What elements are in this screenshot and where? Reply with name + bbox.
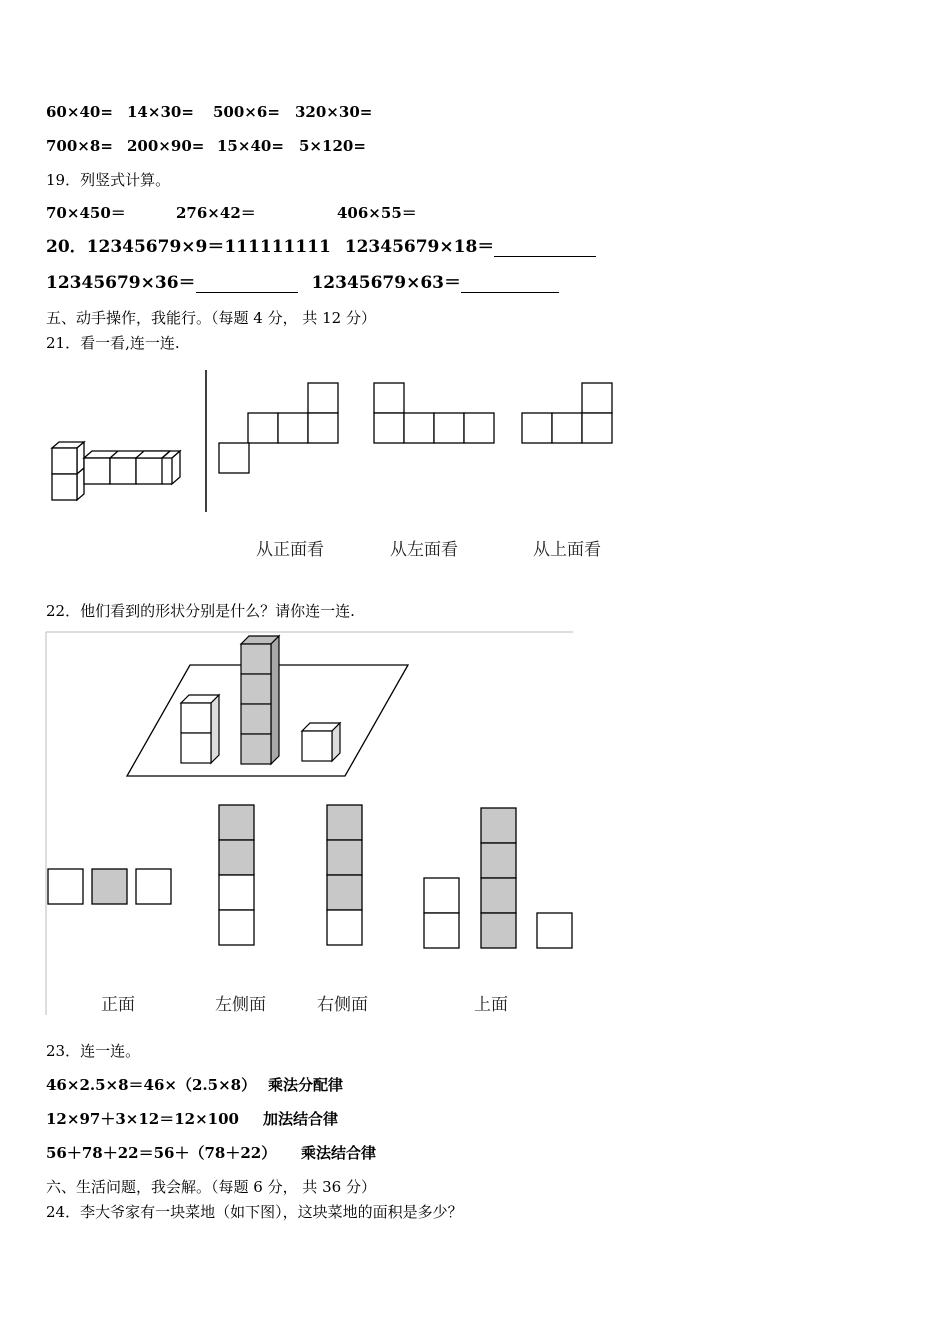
q22-label-top: 上面 <box>474 995 508 1015</box>
view-left-shape <box>374 383 494 443</box>
q19-item: 70×450＝ <box>46 204 126 222</box>
q20-expr: 12345679×63＝ <box>311 273 461 293</box>
option-top-group <box>424 808 572 948</box>
q22-figure <box>0 625 950 1025</box>
q21-label-left: 从左面看 <box>390 540 458 560</box>
q23-law[interactable]: 加法结合律 <box>263 1110 339 1128</box>
q18-item: 320×30= <box>295 103 373 121</box>
q20-line1 <box>46 237 596 257</box>
q19-title: 19．列竖式计算。 <box>46 171 171 189</box>
section-5-title: 五、动手操作，我能行。（每题 4 分， 共 12 分） <box>46 309 376 327</box>
q18-item: 60×40= <box>46 103 113 121</box>
q19-item: 276×42＝ <box>176 204 256 222</box>
q23-law[interactable]: 乘法分配律 <box>268 1076 344 1094</box>
q18-item: 5×120= <box>299 137 366 155</box>
q18-item: 15×40= <box>217 137 284 155</box>
option-column-b <box>219 805 254 945</box>
q22-label-front: 正面 <box>101 995 135 1015</box>
q21-figure <box>0 360 950 560</box>
q22-label-right-side: 右侧面 <box>317 995 368 1015</box>
q20-expr: 12345679×36＝ <box>46 273 196 293</box>
answer-blank[interactable] <box>461 276 559 293</box>
q21-title: 21．看一看,连一连. <box>46 334 180 352</box>
q23-title: 23．连一连。 <box>46 1042 141 1060</box>
q18-item: 700×8= <box>46 137 113 155</box>
q23-expr: 46×2.5×8＝46×（2.5×8） <box>46 1076 257 1094</box>
q20-expr: 20．12345679×9＝111111111 <box>46 237 331 257</box>
q20-line2 <box>46 273 559 293</box>
view-front-shape <box>219 383 338 473</box>
q21-label-top: 从上面看 <box>533 540 601 560</box>
q23-expr: 12×97＋3×12＝12×100 <box>46 1110 239 1128</box>
view-top-shape <box>522 383 612 443</box>
answer-blank[interactable] <box>196 276 298 293</box>
option-front-row <box>48 869 171 904</box>
q23-expr: 56＋78＋22＝56＋（78＋22） <box>46 1144 277 1162</box>
q21-label-front: 从正面看 <box>256 540 324 560</box>
q20-expr: 12345679×18＝ <box>344 237 495 257</box>
q18-item: 200×90= <box>127 137 205 155</box>
q22-title: 22．他们看到的形状分别是什么？请你连一连. <box>46 602 355 620</box>
answer-blank[interactable] <box>494 240 596 257</box>
section-6-title: 六、生活问题，我会解。（每题 6 分， 共 36 分） <box>46 1178 376 1196</box>
q23-law[interactable]: 乘法结合律 <box>301 1144 377 1162</box>
q18-item: 14×30= <box>127 103 194 121</box>
q24-title: 24．李大爷家有一块菜地（如下图），这块菜地的面积是多少？ <box>46 1203 463 1221</box>
q18-item: 500×6= <box>213 103 280 121</box>
option-column-c <box>327 805 362 945</box>
q19-item: 406×55＝ <box>337 204 417 222</box>
q22-label-left-side: 左侧面 <box>215 995 266 1015</box>
